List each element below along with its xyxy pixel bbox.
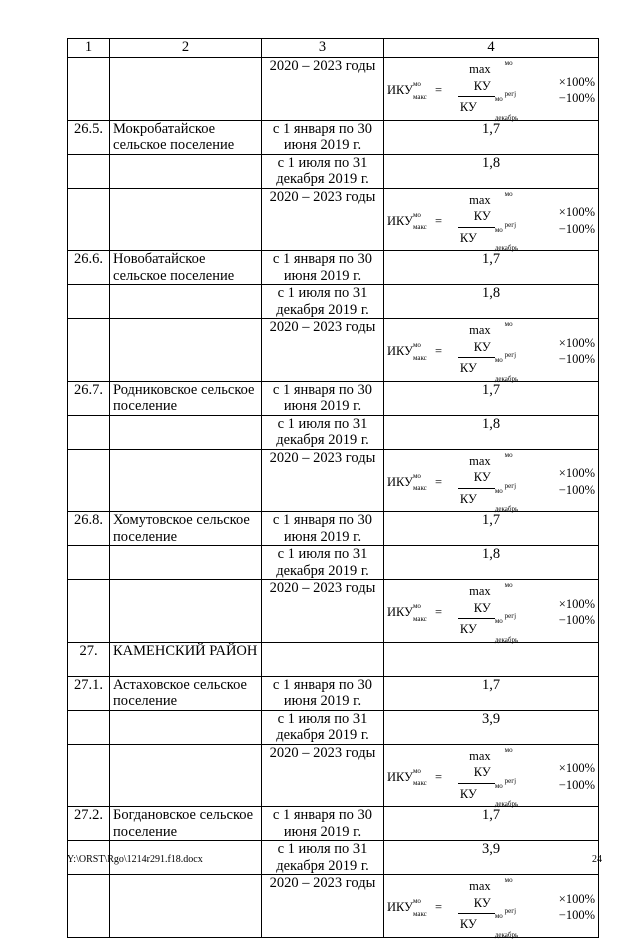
row-number	[68, 415, 110, 449]
municipality-name	[110, 319, 262, 382]
formula-equals: =	[434, 769, 443, 784]
period: 2020 – 2023 годы	[262, 319, 384, 382]
index-value: 1,7	[384, 676, 599, 710]
row-number	[68, 285, 110, 319]
municipality-name	[110, 580, 262, 643]
period: с 1 июля по 31 декабря 2019 г.	[262, 415, 384, 449]
period: с 1 июля по 31 декабря 2019 г.	[262, 154, 384, 188]
footer-page-number: 24	[592, 854, 602, 865]
table-row	[68, 744, 599, 807]
row-number	[68, 188, 110, 251]
footer-file-path: Y:\ORST\Rgo\1214r291.f18.docx	[67, 854, 203, 865]
index-value: 1,7	[384, 120, 599, 154]
municipality-name: Астаховское сельское поселение	[110, 676, 262, 710]
header-col-1: 1	[68, 39, 110, 58]
formula-denominator: КУ мо декабрь	[459, 95, 519, 122]
municipality-name: Мокробатайское сельское поселение	[110, 120, 262, 154]
formula-lhs: ИКУ мо макс	[387, 602, 427, 623]
row-number: 27.1.	[68, 676, 110, 710]
row-number	[68, 154, 110, 188]
formula-equals: =	[434, 213, 443, 228]
index-value: 1,8	[384, 285, 599, 319]
period: с 1 января по 30 июня 2019 г.	[262, 807, 384, 841]
formula-equals: =	[434, 474, 443, 489]
table-row	[68, 546, 599, 580]
formula-tail: ×100% −100%	[558, 74, 595, 106]
index-value: 3,9	[384, 710, 599, 744]
row-number	[68, 546, 110, 580]
tariff-table	[67, 38, 599, 938]
formula-tail: ×100% −100%	[558, 761, 595, 792]
formula-numerator: max КУ мо регj	[469, 745, 517, 785]
index-formula	[384, 58, 599, 121]
formula-tail: ×100% −100%	[558, 335, 595, 367]
row-number: 26.5.	[68, 120, 110, 154]
header-col-2: 2	[110, 39, 262, 58]
table-row	[68, 285, 599, 319]
formula	[387, 745, 595, 808]
municipality-name: Богдановское сельское поселение	[110, 807, 262, 841]
index-value: 1,7	[384, 381, 599, 415]
period: с 1 июля по 31 декабря 2019 г.	[262, 546, 384, 580]
period: с 1 июля по 31 декабря 2019 г.	[262, 841, 384, 875]
formula-tail: ×100% −100%	[558, 466, 595, 497]
table-row	[68, 449, 599, 512]
municipality-name	[110, 875, 262, 938]
period: с 1 января по 30 июня 2019 г.	[262, 676, 384, 710]
index-formula	[384, 744, 599, 807]
formula-denominator: КУ мо декабрь	[459, 486, 519, 513]
formula-numerator: max КУ мо регj	[469, 189, 517, 229]
formula-lhs: ИКУ мо макс	[387, 80, 427, 101]
table-body	[68, 58, 599, 938]
row-number: 26.7.	[68, 381, 110, 415]
municipality-name	[110, 415, 262, 449]
index-value: 1,7	[384, 251, 599, 285]
table-row	[68, 807, 599, 841]
period: с 1 января по 30 июня 2019 г.	[262, 381, 384, 415]
period: 2020 – 2023 годы	[262, 744, 384, 807]
row-number: 26.8.	[68, 512, 110, 546]
index-value: 1,7	[384, 807, 599, 841]
table-row	[68, 642, 599, 676]
row-number: 27.	[68, 642, 110, 676]
municipality-name	[110, 744, 262, 807]
index-value: 3,9	[384, 841, 599, 875]
period: с 1 января по 30 июня 2019 г.	[262, 251, 384, 285]
row-number	[68, 710, 110, 744]
formula-denominator: КУ мо декабрь	[459, 912, 519, 939]
row-number	[68, 875, 110, 938]
formula	[387, 583, 595, 642]
formula-lhs: ИКУ мо макс	[387, 471, 427, 492]
period: 2020 – 2023 годы	[262, 875, 384, 938]
formula-denominator: КУ мо декабрь	[459, 781, 519, 808]
formula-equals: =	[434, 83, 443, 97]
table-row	[68, 58, 599, 121]
formula	[387, 322, 595, 381]
formula-tail: ×100% −100%	[558, 596, 595, 628]
formula-fraction	[448, 581, 519, 644]
municipality-name	[110, 546, 262, 580]
municipality-name: Хомутовское сельское поселение	[110, 512, 262, 546]
row-number: 27.2.	[68, 807, 110, 841]
municipality-name	[110, 285, 262, 319]
row-number: 26.6.	[68, 251, 110, 285]
formula-equals: =	[434, 900, 443, 914]
row-number	[68, 580, 110, 643]
table-row	[68, 188, 599, 251]
formula	[387, 61, 595, 120]
formula-fraction	[448, 876, 519, 939]
period: с 1 января по 30 июня 2019 г.	[262, 120, 384, 154]
formula-fraction	[448, 59, 519, 122]
index-formula	[384, 449, 599, 512]
row-number	[68, 744, 110, 807]
formula-fraction	[448, 189, 519, 252]
index-value	[384, 642, 599, 676]
formula-numerator: max КУ мо регj	[469, 320, 517, 359]
formula-lhs: ИКУ мо макс	[387, 341, 427, 362]
period: с 1 июля по 31 декабря 2019 г.	[262, 285, 384, 319]
formula-tail: ×100% −100%	[558, 891, 595, 923]
index-value: 1,8	[384, 415, 599, 449]
index-value: 1,8	[384, 154, 599, 188]
formula-numerator: max КУ мо регj	[469, 876, 517, 915]
formula	[387, 450, 595, 513]
index-formula	[384, 580, 599, 643]
period: с 1 января по 30 июня 2019 г.	[262, 512, 384, 546]
table-row	[68, 319, 599, 382]
header-col-3: 3	[262, 39, 384, 58]
row-number	[68, 58, 110, 121]
formula-lhs: ИКУ мо макс	[387, 897, 427, 918]
row-number	[68, 449, 110, 512]
index-formula	[384, 319, 599, 382]
index-formula	[384, 875, 599, 938]
table-row	[68, 154, 599, 188]
municipality-name: Родниковское сельское поселение	[110, 381, 262, 415]
municipality-name	[110, 449, 262, 512]
formula-fraction	[448, 320, 519, 383]
index-value: 1,7	[384, 512, 599, 546]
municipality-name	[110, 710, 262, 744]
table-header	[68, 39, 599, 58]
index-formula	[384, 188, 599, 251]
table-row	[68, 676, 599, 710]
period	[262, 642, 384, 676]
period: с 1 июля по 31 декабря 2019 г.	[262, 710, 384, 744]
period: 2020 – 2023 годы	[262, 449, 384, 512]
table-row	[68, 120, 599, 154]
table-row	[68, 580, 599, 643]
formula-equals: =	[434, 344, 443, 358]
formula	[387, 189, 595, 252]
formula-numerator: max КУ мо регj	[469, 581, 517, 620]
table-row	[68, 710, 599, 744]
table-row	[68, 415, 599, 449]
municipality-name	[110, 154, 262, 188]
period: 2020 – 2023 годы	[262, 580, 384, 643]
municipality-name: Новобатайское сельское поселение	[110, 251, 262, 285]
formula-denominator: КУ мо декабрь	[459, 617, 519, 644]
municipality-name	[110, 188, 262, 251]
formula-denominator: КУ мо декабрь	[459, 225, 519, 252]
index-value: 1,8	[384, 546, 599, 580]
municipality-name	[110, 58, 262, 121]
formula-equals: =	[434, 605, 443, 619]
formula-numerator: max КУ мо регj	[469, 59, 517, 98]
row-number	[68, 319, 110, 382]
period: 2020 – 2023 годы	[262, 58, 384, 121]
period: 2020 – 2023 годы	[262, 188, 384, 251]
formula-denominator: КУ мо декабрь	[459, 356, 519, 383]
table-row	[68, 251, 599, 285]
formula-fraction	[448, 745, 519, 808]
formula-lhs: ИКУ мо макс	[387, 210, 427, 231]
table-row	[68, 381, 599, 415]
header-col-4: 4	[384, 39, 599, 58]
table-row	[68, 512, 599, 546]
formula-lhs: ИКУ мо макс	[387, 766, 427, 787]
formula	[387, 878, 595, 937]
table-row	[68, 875, 599, 938]
formula-numerator: max КУ мо регj	[469, 450, 517, 490]
formula-fraction	[448, 450, 519, 513]
municipality-name: КАМЕНСКИЙ РАЙОН	[110, 642, 262, 676]
formula-tail: ×100% −100%	[558, 205, 595, 236]
